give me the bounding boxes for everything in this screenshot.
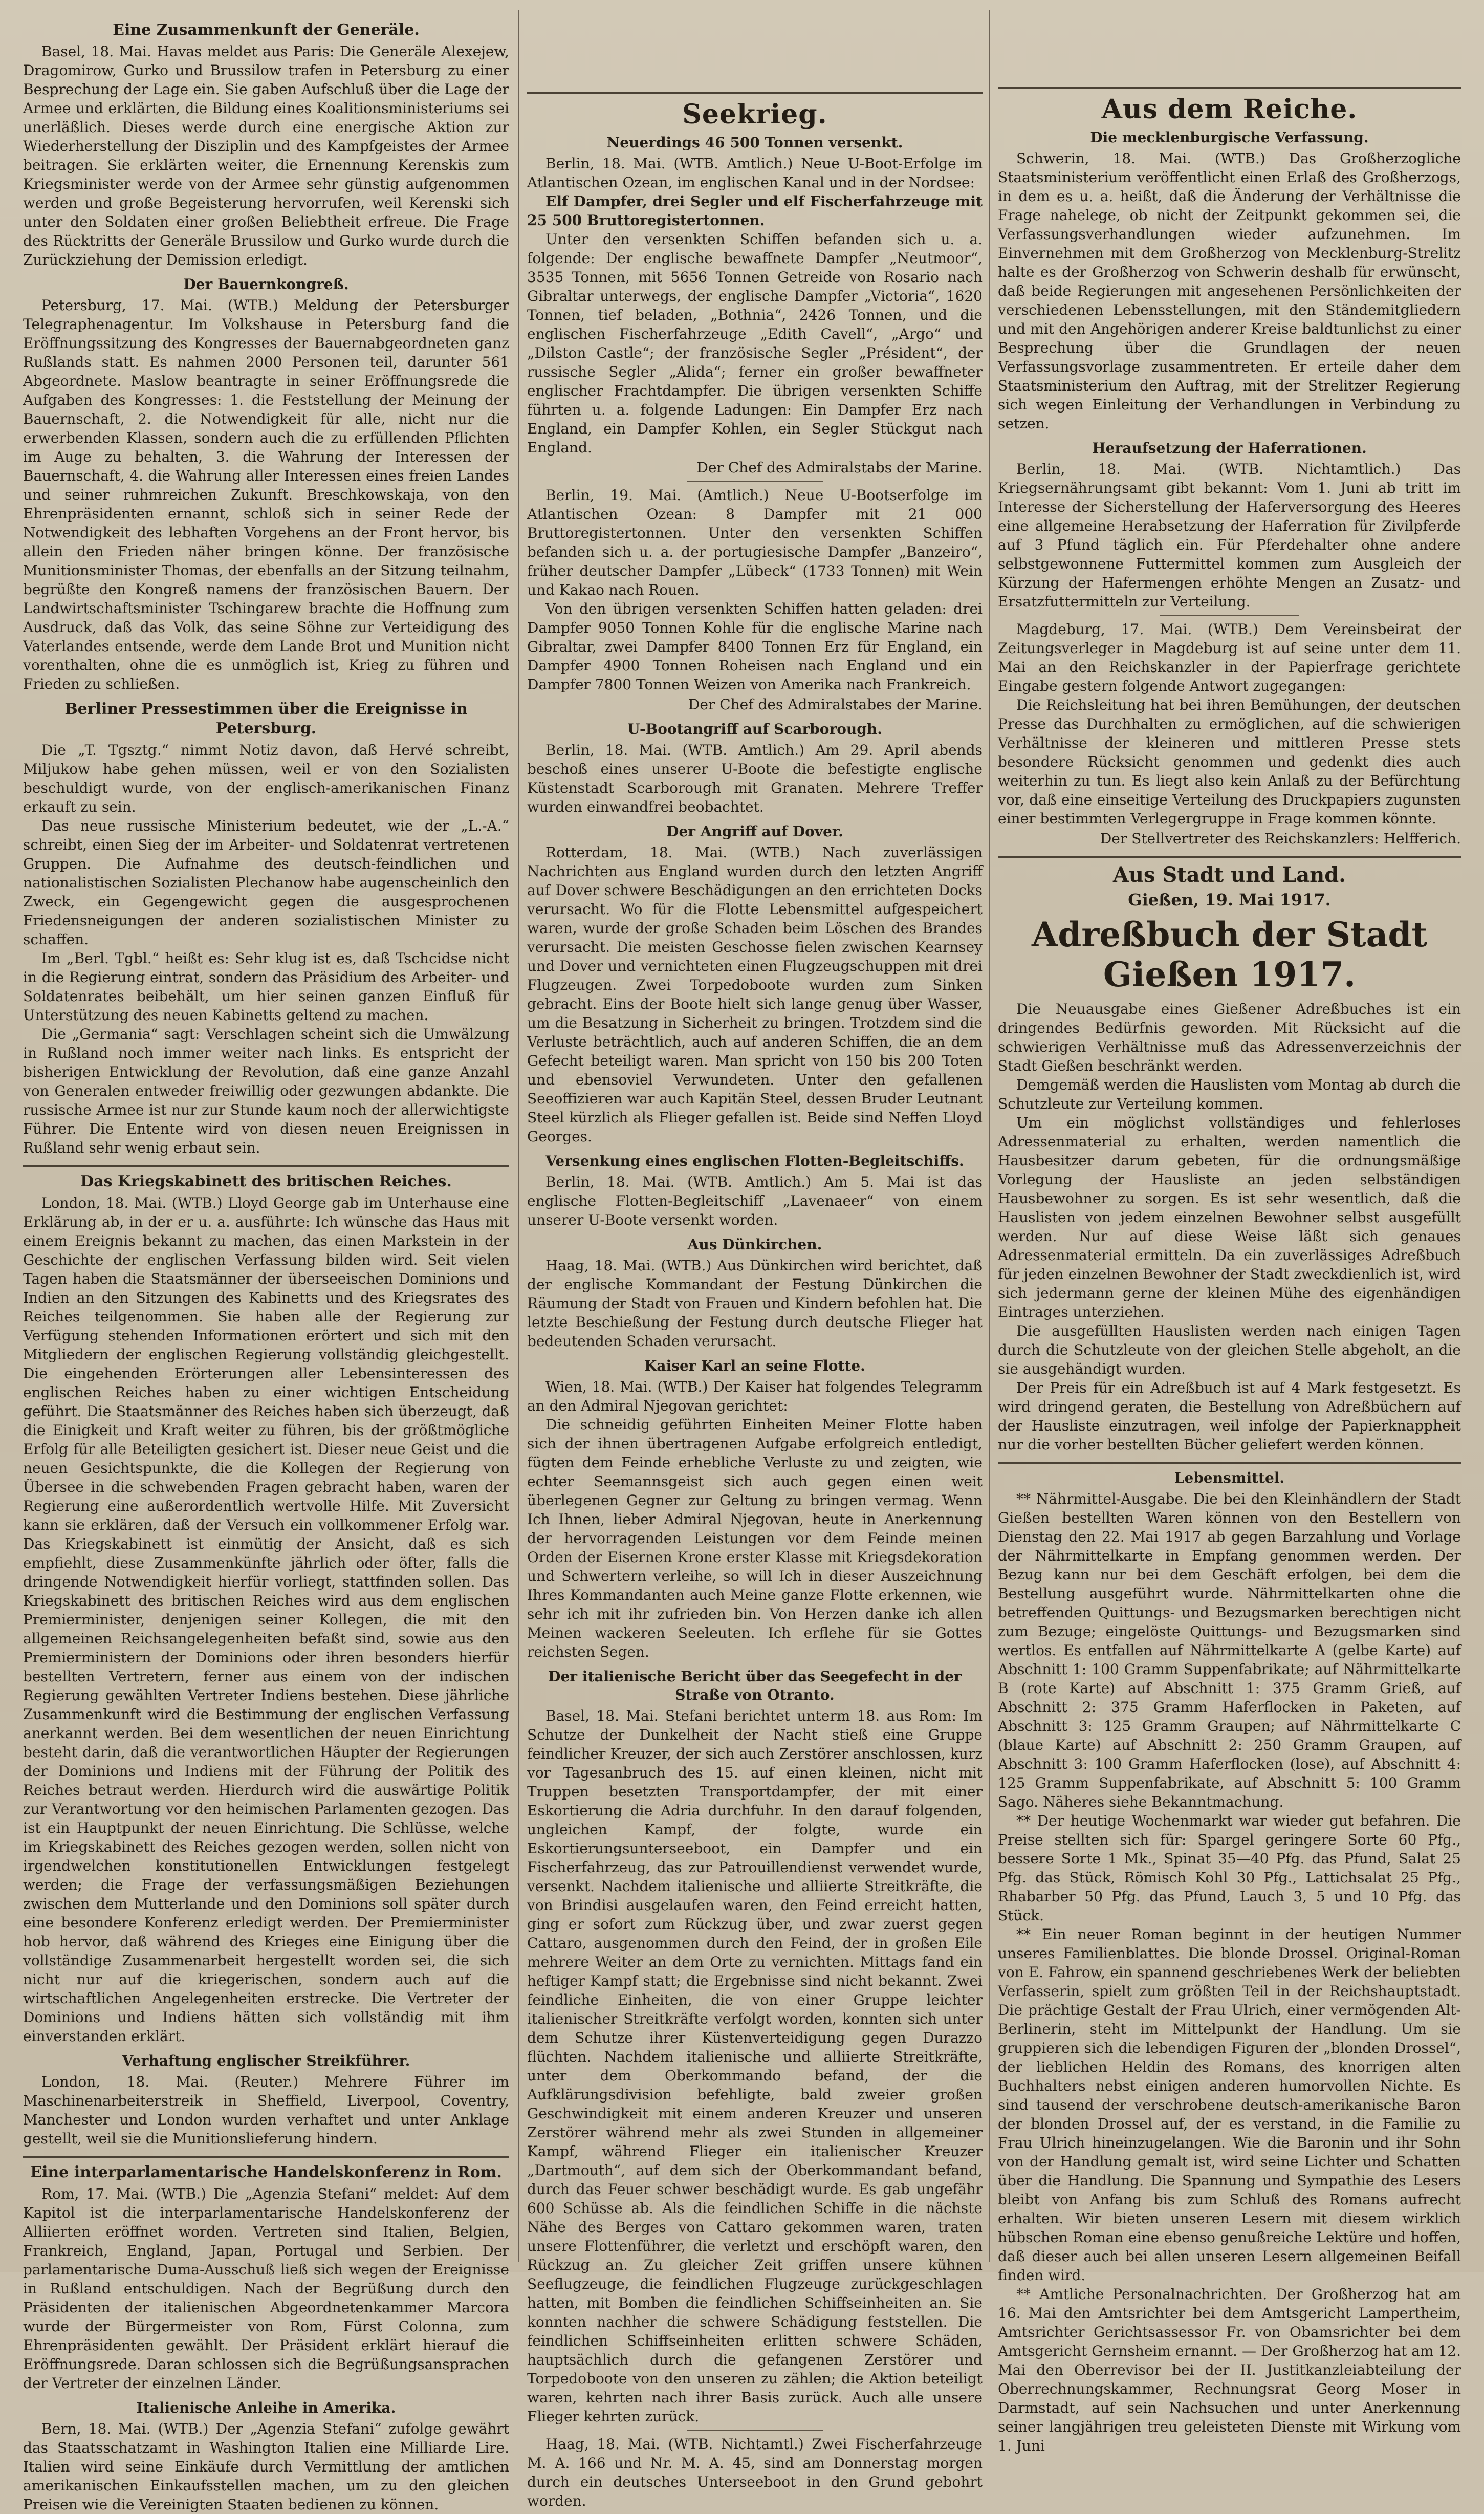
paragraph: Wien, 18. Mai. (WTB.) Der Kaiser hat folgendes Telegramm an den Admiral Njegovan gerichtet: (527, 1378, 983, 1414)
headline: Berliner Pressestimmen über die Ereignisse in Petersburg. (64, 700, 468, 738)
paragraph: London, 18. Mai. (Reuter.) Mehrere Führer im Maschinenarbeiterstreik in Sheffield, Liverpool, Coventry, Manchester und London wurden verhaftet und unter Anklage gestellt, weil sie die Munitionslieferung hindern. (23, 2073, 509, 2147)
separator (527, 92, 983, 94)
column-divider (518, 10, 519, 2262)
paragraph: Die Neuausgabe eines Gießener Adreßbuches ist ein dringendes Bedürfnis geworden. Mit Rücksicht auf die schwierigen Verhältnisse muß das Adressenverzeichnis der Stadt Gießen beschränkt werden. (998, 1001, 1461, 1074)
paragraph: Die Reichsleitung hat bei ihren Bemühungen, der deutschen Presse das Durchhalten zu ermöglichen, auf die schwierigen Verhältnisse der kleineren und mittleren Presse stets besondere Rücksicht genommen und gedenkt dies auch weiterhin zu tun. Es liegt also kein Anlaß zu der Befürchtung vor, daß eine einseitige Verteilung des Druckpapiers zugunsten einer bestimmten Verlegergruppe in Frage kommen könnte. (998, 697, 1461, 827)
paragraph: Berlin, 18. Mai. (WTB. Amtlich.) Am 29. April abends beschoß eines unserer U-Boote die befestigte englische Küstenstadt Scarborough mit Granaten. Mehrere Treffer wurden einwandfrei beobachtet. (527, 742, 983, 815)
separator (998, 87, 1461, 89)
column-1 (23, 15, 509, 2513)
signature: Der Chef des Admiralstabes der Marine. (688, 696, 983, 713)
subheadline: Lebensmittel. (1174, 1469, 1285, 1486)
article-trade-conference (23, 2163, 509, 2393)
paragraph: Demgemäß werden die Hauslisten vom Montag ab durch die Schutzleute zur Verteilung kommen. (998, 1076, 1461, 1112)
article-dunkirk (527, 1236, 983, 1351)
separator (687, 2430, 823, 2431)
paragraph: Haag, 18. Mai. (WTB.) Aus Dünkirchen wird berichtet, daß der englische Kommandant der Festung Dünkirchen die Räumung der Stadt von Frauen und Kindern befohlen hat. Die letzte Beschießung der Festung durch deutsche Flieger hat bedeutenden Schaden verursacht. (527, 1257, 983, 1350)
paragraph: Bern, 18. Mai. (WTB.) Der „Agenzia Stefani“ zufolge gewährt das Staatsschatzamt in Washington Italien eine Milliarde Lire. Italien wird seine Einkäufe durch Vermittlung der amtlichen amerikanischen Einkaufsstellen machen, um zu den gleichen Preisen wie die Vereinigten Staaten bedienen zu können. (23, 2420, 509, 2513)
paragraph: Um ein möglichst vollständiges und fehlerloses Adressenmaterial zu erhalten, werden namentlich die Hausbesitzer darum gebeten, für die ordnungsmäßige Vorlegung der Hausliste an jeden selbständigen Hausbewohner zu sorgen. Es ist sehr wesentlich, daß die Hauslisten von jedem einzelnen Bewohner selbst ausgefüllt werden. Nur auf diese Weise läßt sich genaues Adressenmaterial ermitteln. Da ein zuverlässiges Adreßbuch für jeden einzelnen Bewohner der Stadt zweckdienlich ist, wird sich jedermann gerne der kleinen Mühe des eigenhändigen Eintrages unterziehen. (998, 1114, 1461, 1320)
paragraph: Die „Germania“ sagt: Verschlagen scheint sich die Umwälzung in Rußland noch immer weiter nach links. Es entspricht der bisherigen Entwicklung der Revolution, daß eine ganze Anzahl von Generalen entweder freiwillig oder gezwungen abdankte. Die russische Armee ist nur zur Stunde kaum noch der allerwichtigste Führer. Die Entente wird von diesen neuen Ereignissen in Rußland sehr wenig erbaut sein. (23, 1026, 509, 1156)
subheadline: Italienische Anleihe in Amerika. (136, 2399, 396, 2416)
paragraph: Basel, 18. Mai. Stefani berichtet unterm 18. aus Rom: Im Schutze der Dunkelheit der Nacht stieß eine Gruppe feindlicher Kreuzer, der sich auch Zerstörer anschlossen, kurz vor Tagesanbruch des 15. auf einen kleinen, nicht mit Truppen besetzten Transportdampfer, der mit einer Eskortierung die Adria durchfuhr. In den darauf folgenden, ungleichen Kampf, der folgte, wurde ein Eskortierungsunterseeboot, ein Dampfer und ein Fischerfahrzeug, das zur Patrouillendienst verwendet wurde, versenkt. Nachdem italienische und alliierte Streitkräfte, die von Brindisi ausgelaufen waren, den Feind erreicht hatten, ging er sofort zum Rückzug über, und zwar zuerst gegen Cattaro, ausgenommen durch den Feind, der in großen Eile mehrere Weiter an dem Orte zu vernichten. Mittags fand ein heftiger Kampf statt; die Ergebnisse sind nicht bekannt. Zwei feindliche Einheiten, die von einer Gruppe leichter italienischer Streitkräfte verfolgt worden, konnten sich unter dem Schutze ihrer Küstenverteidigung gegen Durazzo flüchten. Nachdem italienische und alliierte Streitkräfte, unter dem Oberkommando befand, der die Aufklärungsdivision befehligte, bald zweier großen Geschwindigkeit mit einem anderen Kreuzer und unseren Zerstörer während mehr als zwei Stunden in allgemeiner Kampf, während Flieger ein italienischer Kreuzer „Dartmouth“, auf dem sich der Oberkommandant befand, durch das Feuer schwer beschädigt wurde. Es gab ungefähr 600 Schüsse ab. Als die feindlichen Schiffe in die nächste Nähe des Berges von Cattaro gekommen waren, traten unsere Flottenführer, die verletzt und erschöpft waren, den Rückzug an. Zu gleicher Zeit griffen unsere kühnen Seeflugzeuge, die feindlichen Flugzeuge zurückgeschlagen hatten, mit Bomben die feindlichen Schiffseinheiten an. Sie konnten nachher die schwere Schädigung feststellen. Die feindlichen Schiffseinheiten erlitten schwere Schäden, hauptsächlich durch die gefangenen Zerstörer und Torpedoboote von den unseren zu zählen; die Aktion beteiligt waren, kehrten nach ihrer Basis zurück. Auch alle unsere Flieger kehrten zurück. (527, 1707, 983, 2425)
subheadline: Der italienische Bericht über das Seegefecht in der Straße von Otranto. (548, 1668, 962, 1703)
paragraph: Basel, 18. Mai. Havas meldet aus Paris: Die Generäle Alexejew, Dragomirow, Gurko und Brussilow trafen in Petersburg zu einer Besprechung der Lage ein. Sie gaben Aufschluß über die Lage der Armee und erklärten, die Bildung eines Koalitionsministeriums sei unerläßlich. Dieses werde durch eine energische Aktion zur Wiederherstellung der Disziplin und des Kampfgeistes der Armee beitragen. Sie erklärten weiter, die Ernennung Kerenskis zum Kriegsminister werde von der Armee sehr günstig aufgenommen werden und große Begeisterung hervorrufen, weil Kerenski sich unter den Soldaten einer großen Beliebtheit erfreue. Die Frage des Rücktritts der Generäle Brussilow und Gurko wurde durch die Zurückziehung der Demission erledigt. (23, 43, 509, 268)
paragraph: Schwerin, 18. Mai. (WTB.) Das Großherzogliche Staatsministerium veröffentlicht einen Erlaß des Großherzogs, in dem es u. a. heißt, daß die Änderung der Verhältnisse die Frage nahelege, ob nicht der Zeitpunkt gekommen sei, die Verfassungsverhandlungen wieder aufzunehmen. Im Einvernehmen mit dem Großherzog von Mecklenburg-Strelitz halte es der Großherzog von Schwerin deshalb für erwünscht, daß beide Regierungen mit angesehenen Persönlichkeiten der verschiedenen Lebensstellungen, mit den Ständemitgliedern und mit den Angehörigen anderer Kreise baldtunlichst zu einer Besprechung über die Grundlagen der neuen Verfassungsvorlage zusammentreten. Er erteile daher dem Staatsministerium den Auftrag, mit der Strelitzer Regierung sich wegen Einleitung der Verhandlungen in Verbindung zu setzen. (998, 150, 1461, 432)
subheadline: Heraufsetzung der Haferrationen. (1092, 440, 1367, 457)
headline: Eine interparlamentarische Handelskonferenz in Rom. (30, 2163, 502, 2181)
paragraph: Unter den versenkten Schiffen befanden sich u. a. folgende: Der englische bewaffnete Dampfer „Neutmoor“, 3535 Tonnen, mit 5656 Tonnen Getreide von Rosario nach Gibraltar unterwegs, der englische Dampfer „Victoria“, 1620 Tonnen, tief beladen, „Bothnia“, 2426 Tonnen, und die englischen Fischerfahrzeuge „Edith Cavell“, „Argo“ und „Dilston Castle“; der französische Segler „Président“, der russische Segler „Alida“; ferner ein großer bewaffneter englischer Frachtdampfer. Die übrigen versenkten Schiffe führten u. a. folgende Ladungen: Ein Dampfer Erz nach England, ein Dampfer Kohlen, ein Segler Stückgut nach England. (527, 231, 983, 456)
headline: Adreßbuch der Stadt Gießen 1917. (1032, 915, 1427, 994)
headline: Das Kriegskabinett des britischen Reiches. (80, 1173, 452, 1190)
article-strike-leaders (23, 2052, 509, 2148)
section-title: Aus dem Reiche. (1101, 94, 1358, 125)
article-italian-loan (23, 2399, 509, 2514)
paragraph: Das neue russische Ministerium bedeutet, wie der „L.-A.“ schreibt, einen Sieg der im Arbeiter- und Soldatenrat vertretenen Gruppen. Die Aufnahme des deutsch-feindlichen und nationalistischen Sozialisten Plechanow habe augenscheinlich den Zweck, ein Gegengewicht gegen die ausgesprochenen Friedensneigungen der anderen sozialistischen Minister zu schaffen. (23, 817, 509, 948)
article-tonnage-sunk (527, 134, 983, 714)
paragraph: Rotterdam, 18. Mai. (WTB.) Nach zuverlässigen Nachrichten aus England wurden durch den letzten Angriff auf Dover schwere Beschädigungen an den errichteten Docks verursacht. Wo für die Flotte Lebensmittel aufgespeichert waren, wurde der große Schaden beim Löschen des Brandes verursacht. Die meisten Geschosse fielen zwischen Kearnsey und Dover und vernichteten einen Flugzeugschuppen mit drei Flugzeugen. Zwei Torpedoboote wurden zum Sinken gebracht. Eins der Boote hielt sich lange genug über Wasser, um die Besatzung in Sicherheit zu bringen. Trotzdem sind die Verluste beträchtlich, auch auf anderen Schiffen, die an dem Gefecht beteiligt waren. Man spricht von 150 bis 200 Toten und ebensoviel Verwundeten. Unter den gefallenen Seeoffizieren war auch Kapitän Steel, dessen Bruder Leutnant Steel kürzlich als Flieger gefallen ist. Beide sind Neffen Lloyd Georges. (527, 844, 983, 1145)
article-generals (23, 20, 509, 269)
paragraph: Von den übrigen versenkten Schiffen hatten geladen: drei Dampfer 9050 Tonnen Kohle für die englische Marine nach Gibraltar, zwei Dampfer 8400 Tonnen Erz für England, ein Dampfer 4900 Tonnen Roheisen nach England und ein Dampfer 7800 Tonnen Weizen von Amerika nach Frankreich. (527, 600, 983, 693)
separator (687, 481, 823, 482)
subheadline: Der Bauernkongreß. (183, 276, 349, 293)
paragraph: Die „T. Tgsztg.“ nimmt Notiz davon, daß Hervé schreibt, Miljukow habe gehen müssen, weil er von den Sozialisten beschuldigt wurde, von der englisch-amerikanischen Finanz erkauft zu sein. (23, 742, 509, 815)
paragraph: ** Der heutige Wochenmarkt war wieder gut befahren. Die Preise stellten sich für: Spargel geringere Sorte 60 Pfg., bessere Sorte 1 Mk., Spinat 35—40 Pfg. das Pfund, Salat 25 Pfg. das Stück, Römisch Kohl 30 Pfg., Lattichsalat 25 Pfg., Rhabarber 50 Pfg. das Pfund, Lauch 3, 5 und 10 Pfg. das Stück. (998, 1812, 1461, 1924)
subheadline: Aus Dünkirchen. (687, 1236, 822, 1253)
signature: Der Stellvertreter des Reichskanzlers: Helfferich. (1100, 830, 1461, 847)
article-peasant-congress (23, 275, 509, 693)
separator (998, 1462, 1461, 1464)
paragraph: Magdeburg, 17. Mai. (WTB.) Dem Vereinsbeirat der Zeitungsverleger in Magdeburg ist auf seine unter dem 11. Mai an den Reichskanzler in der Papierfrage gerichtete Eingabe gestern folgende Antwort zugegangen: (998, 621, 1461, 695)
paragraph: London, 18. Mai. (WTB.) Lloyd George gab im Unterhause eine Erklärung ab, in der er u. a. ausführte: Ich wünsche das Haus mit einem Ereignis bekannt zu machen, das einen Markstein in der Geschichte der englischen Verfassung bilden wird. Seit vielen Tagen haben die Staatsmänner der überseeischen Dominions und Indien an den Sitzungen des Kabinetts und des Kriegsrates des Reiches teilgenommen. Sie haben alle der Regierung zur Verfügung stehenden Informationen erörtert und sich mit den Mitgliedern der englischen Regierung vollständig gleichgestellt. Die eingehenden Erörterungen aller Lebensinteressen des englischen Reiches haben zu einer wichtigen Entscheidung geführt. Die Staatsmänner des Reiches haben sich überzeugt, daß die Einigkeit und Kraft weiter zu führen, bis der größtmögliche Erfolg für alle Beteiligten gesichert ist. Dieser neue Geist und die neuen Gesichtspunkte, die die Kollegen der Regierung von Übersee in die schwebenden Fragen gebracht haben, waren der Regierung eine außerordentlich wertvolle Hilfe. Mit Zuversicht kann sie erklären, daß der Versuch ein vollkommener Erfolg war. Das Kriegskabinett ist einmütig der Ansicht, daß es sich empfiehlt, diese Zusammenkünfte jährlich oder öfter, falls die dringende Notwendigkeit hierfür vorliegt, stattfinden sollen. Das Kriegskabinett des britischen Reiches wird aus dem englischen Premierminister, denjenigen seiner Kollegen, die mit den allgemeinen Reichsangelegenheiten befaßt sind, sowie aus den Premierministern der Dominions oder ihren besonders hierfür bestellten Vertretern, ferner aus einem von der indischen Regierung gewählten Vertreter Indiens bestehen. Diese jährliche Zusammenkunft wird die Bestimmung der englischen Verfassung anerkannt werden. Bei dem wesentlichen der neuen Einrichtung besteht darin, daß die verantwortlichen Häupter der Regierungen der Dominions und Indiens mit der Führung der Politik des Reiches betraut werden. Hierdurch wird die auswärtige Politik zur Verantwortung vor den heimischen Parlamenten gezogen. Das ist ein Hauptpunkt der neuen Einrichtung. Die Schlüsse, welche im Kriegskabinett des Reiches gezogen werden, sollen nicht von irgendwelchen konstitutionellen Entwicklungen festgelegt werden; die Frage der verfassungsmäßigen Beziehungen zwischen dem Mutterlande und den Dominions soll später durch eine besondere Konferenz erledigt werden. Der Premierminister hob hervor, daß während des Krieges eine Einigung über die vollständige Zusammenarbeit hergestellt worden sei, die sich nicht nur auf die kriegerischen, sondern auch auf die wirtschaftlichen Angelegenheiten erstrecke. Die Vertreter der Dominions und Indiens hätten sich vollständig mit ihm einverstanden erklärt. (23, 1195, 509, 2045)
article-war-cabinet (23, 1172, 509, 2046)
paragraph: Der Preis für ein Adreßbuch ist auf 4 Mark festgesetzt. Es wird dringend geraten, die Bestellung von Adreßbüchern auf der Hausliste einzutragen, weil infolge der Papierknappheit nur die vorher bestellten Bücher geliefert werden können. (998, 1379, 1461, 1453)
paragraph: Im „Berl. Tgbl.“ heißt es: Sehr klug ist es, daß Tschcidse nicht in die Regierung eintrat, sondern das Präsidium des Arbeiter- und Soldatenrates beibehält, um hier seinen ganzen Einfluß für Unterstützung des neuen Kabinetts geltend zu machen. (23, 950, 509, 1024)
paragraph: Die schneidig geführten Einheiten Meiner Flotte haben sich der ihnen übertragenen Aufgabe erfolgreich entledigt, fügten dem Feinde erhebliche Verluste zu und zeigten, wie echter Seemannsgeist sich auch gegen einen weit überlegenen Gegner zur Geltung zu bringen vermag. Wenn Ich Ihnen, lieber Admiral Njegovan, heute in Anerkennung der hervorragenden Leistungen vor dem Feinde meinen Orden der Eisernen Krone erster Klasse mit Kriegsdekoration und Schwertern verleihe, so will Ich in dieser Auszeichnung Ihres Kommandanten auch Meine ganze Flotte erkennen, wie sehr ich mit ihr zufrieden bin. Von Herzen danke ich allen Meinen wackeren Seeleuten. Ich erflehe für sie Gottes reichsten Segen. (527, 1416, 983, 1660)
separator (23, 2156, 509, 2158)
paragraph: Rom, 17. Mai. (WTB.) Die „Agenzia Stefani“ meldet: Auf dem Kapitol ist die interparlamentarische Handelskonferenz der Alliierten eröffnet worden. Vertreten sind Italien, Belgien, Frankreich, England, Japan, Portugal und Serbien. Der parlamentarische Duma-Ausschuß ließ sich wegen der Ereignisse in Rußland entschuldigen. Nach der Begrüßung durch den Präsidenten der italienischen Abgeordnetenkammer Marcora wurde der Bürgermeister von Rom, Fürst Colonna, zum Ehrenpräsidenten gewählt. Der Präsident erklärt hierauf die Eröffnungsrede. Daran schlossen sich die Begrüßungsansprachen der Vertreter der einzelnen Länder. (23, 2185, 509, 2392)
paragraph: ** Amtliche Personalnachrichten. Der Großherzog hat am 16. Mai den Amtsrichter bei dem Amtsgericht Lampertheim, Amtsrichter Gerichtsassessor Fr. von Obamsrichter bei dem Amtsgericht Gernsheim ernannt. — Der Großherzog hat am 12. Mai den Oberrevisor bei der II. Justitkanzleiabteilung der Oberrechnungskammer, Rechnungsrat Georg Moser in Darmstadt, auf sein Nachsuchen und unter Anerkennung seiner langjährigen treu geleisteten Dienste mit Wirkung vom 1. Juni (998, 2286, 1461, 2454)
dateline: Gießen, 19. Mai 1917. (1128, 890, 1331, 909)
paragraph: Berlin, 18. Mai. (WTB. Nichtamtlich.) Das Kriegsernährungsamt gibt bekannt: Vom 1. Juni ab tritt im Interesse der Sicherstellung der Haferversorgung des Heeres eine allgemeine Herabsetzung der Haferration für Zivilpferde auf 3 Pfund täglich ein. Für Pferdehalter ohne andere selbstgewonnene Futtermittel kommen zum Ausgleich der Kürzung der Hafermengen erhöhte Mengen an Zusatz- und Ersatzfuttermitteln zur Verteilung. (998, 461, 1461, 610)
paragraph: Berlin, 19. Mai. (Amtlich.) Neue U-Bootserfolge im Atlantischen Ozean: 8 Dampfer mit 21 000 Bruttoregistertonnen. Unter den versenkten Schiffen befanden sich u. a. der portugiesische Dampfer „Banzeiro“, früher deutscher Dampfer „Lübeck“ (1733 Tonnen) mit Wein und Kakao nach Rouen. (527, 487, 983, 598)
separator (1160, 615, 1299, 616)
separator (998, 856, 1461, 858)
subheadline: U-Bootangriff auf Scarborough. (627, 721, 882, 738)
paragraph: Elf Dampfer, drei Segler und elf Fischerfahrzeuge mit 25 500 Bruttoregistertonnen. (527, 193, 983, 229)
subheadline: Kaiser Karl an seine Flotte. (644, 1357, 865, 1374)
article-otranto (527, 1667, 983, 2510)
paragraph: Berlin, 18. Mai. (WTB. Amtlich.) Neue U-Boot-Erfolge im Atlantischen Ozean, im englischen Kanal und in der Nordsee: (527, 155, 983, 191)
subheadline: Die mecklenburgische Verfassung. (1090, 129, 1369, 146)
paragraph: Die ausgefüllten Hauslisten werden nach einigen Tagen durch die Schutzleute von der gleichen Stelle abgeholt, an die sie ausgehändigt wurden. (998, 1323, 1461, 1377)
subheadline: Verhaftung englischer Streikführer. (122, 2052, 410, 2069)
article-kaiser-karl (527, 1357, 983, 1661)
paragraph: Haag, 18. Mai. (WTB. Nichtamtl.) Zwei Fischerfahrzeuge M. A. 166 und Nr. M. A. 45, sind am Donnerstag morgen durch ein deutsches Unterseeboot in den Grund gebohrt worden. (527, 2436, 983, 2509)
article-scarborough (527, 720, 983, 816)
column-2 (527, 15, 983, 2509)
article-escort-ship (527, 1152, 983, 1229)
column-3 (998, 15, 1461, 2454)
paragraph: Berlin, 18. Mai. (WTB. Amtlich.) Am 5. Mai ist das englische Flotten-Begleitschiff „Lavenaeer“ von einem unserer U-Boote versenkt worden. (527, 1174, 983, 1228)
paragraph: ** Ein neuer Roman beginnt in der heutigen Nummer unseres Familienblattes. Die blonde Drossel. Original-Roman von E. Fahrow, ein spannend geschriebenes Werk der beliebten Verfasserin, spielt zum größten Teil in der Reichshauptstadt. Die prächtige Gestalt der Frau Ulrich, einer vermögenden Alt-Berlinerin, steht im Mittelpunkt der Handlung. Um sie gruppieren sich die lebendigen Figuren der „blonden Drossel“, der lieblichen Heldin des Romans, des knorrigen alten Buchhalters nebst einigen anderen humorvollen Nichte. Es sind tausend der verschrobene deutsch-amerikanische Baron der blonden Drossel auf, der es verstand, in die Familie zu Frau Ulrich hineinzugelangen. Wie die Baronin und ihr Sohn von der Handlung gemalt ist, wird seine Lichter und Schatten über die Handlung. Die Spannung und Sympathie des Lesers bleibt von Anfang bis zum Schluß des Romans aufrecht erhalten. Wir bieten unseren Lesern mit diesem wirklich hübschen Roman eine ebenso genußreiche Lektüre und hoffen, daß dieser auch bei allen unseren Lesern allgemeinen Beifall finden wird. (998, 1926, 1461, 2284)
article-food (998, 1469, 1461, 2455)
paragraph: Petersburg, 17. Mai. (WTB.) Meldung der Petersburger Telegraphenagentur. Im Volkshause in Petersburg fand die Eröffnungssitzung des Kongresses der Bauernabgeordneten ganz Rußlands statt. Es nahmen 2000 Personen teil, darunter 561 Abgeordnete. Maslow beantragte in seiner Eröffnungsrede die Aufgaben des Kongresses: 1. die Feststellung der Meinung der Bauernschaft, 2. die Notwendigkeit für alle, nicht nur die erwerbenden Klassen, sondern auch die zu erfüllenden Pflichten im Auge zu behalten, 3. die Wahrung der Interessen der Bauernschaft, 4. die Wahrung aller Interessen eines freien Landes und seiner ruhmreichen Zukunft. Breschkowskaja, von den Ehrenpräsidenten ernannt, schloß sich in seiner Rede der Notwendigkeit des lebhaften Vorgehens an der Front hervor, bis allein den Frieden näher bringen könne. Der französische Munitionsminister Thomas, der ebenfalls an der Sitzung teilnahm, begrüßte den Kongreß namens der französischen Bauern. Der Landwirtschaftsminister Tschingarew brachte die Hoffnung zum Ausdruck, daß das Volk, das seine Söhne zur Verteidigung des Vaterlandes entsende, werde dem Lande Brot und Munition nicht vorenthalten, ohne die es unmöglich ist, Krieg zu führen und Frieden zu schließen. (23, 297, 509, 692)
paragraph: ** Nährmittel-Ausgabe. Die bei den Kleinhändlern der Stadt Gießen bestellten Waren können von den Bestellern von Dienstag den 22. Mai 1917 ab gegen Barzahlung und Vorlage der Nährmittelkarte in Empfang genommen werden. Der Bezug kann nur bei dem Geschäft erfolgen, bei dem die Bestellung ausgeführt wurde. Nährmittelkarten ohne die betreffenden Quittungs- und Bezugsmarken berechtigen nicht zum Bezuge; eingelöste Quittungs- und Bezugsmarken sind wertlos. Es entfallen auf Nährmittelkarte A (gelbe Karte) auf Abschnitt 1: 100 Gramm Suppenfabrikate; auf Nährmittelkarte B (rote Karte) auf Abschnitt 1: 375 Gramm Grieß, auf Abschnitt 2: 375 Gramm Haferflocken in Paketen, auf Abschnitt 3: 125 Gramm Graupen; auf Nährmittelkarte C (blaue Karte) auf Abschnitt 2: 250 Gramm Graupen, auf Abschnitt 3: 100 Gramm Haferflocken (lose), auf Abschnitt 4: 125 Gramm Suppenfabrikate, auf Abschnitt 5: 100 Gramm Sago. Näheres siehe Bekanntmachung. (998, 1490, 1461, 1810)
article-dover (527, 822, 983, 1146)
subheadline: Neuerdings 46 500 Tonnen versenkt. (606, 134, 903, 151)
article-address-book (998, 915, 1461, 1454)
section-title-local: Aus Stadt und Land. (1112, 863, 1346, 887)
headline: Eine Zusammenkunft der Generäle. (113, 21, 420, 39)
article-press-voices (23, 700, 509, 1157)
column-divider (989, 10, 990, 2262)
signature: Der Chef des Admiralstabs der Marine. (696, 459, 983, 476)
article-mecklenburg (998, 128, 1461, 433)
article-oat-rations (998, 439, 1461, 848)
section-title: Seekrieg. (682, 99, 827, 130)
subheadline: Der Angriff auf Dover. (666, 823, 843, 840)
separator (23, 1165, 509, 1167)
subheadline: Versenkung eines englischen Flotten-Begleitschiffs. (545, 1153, 964, 1169)
